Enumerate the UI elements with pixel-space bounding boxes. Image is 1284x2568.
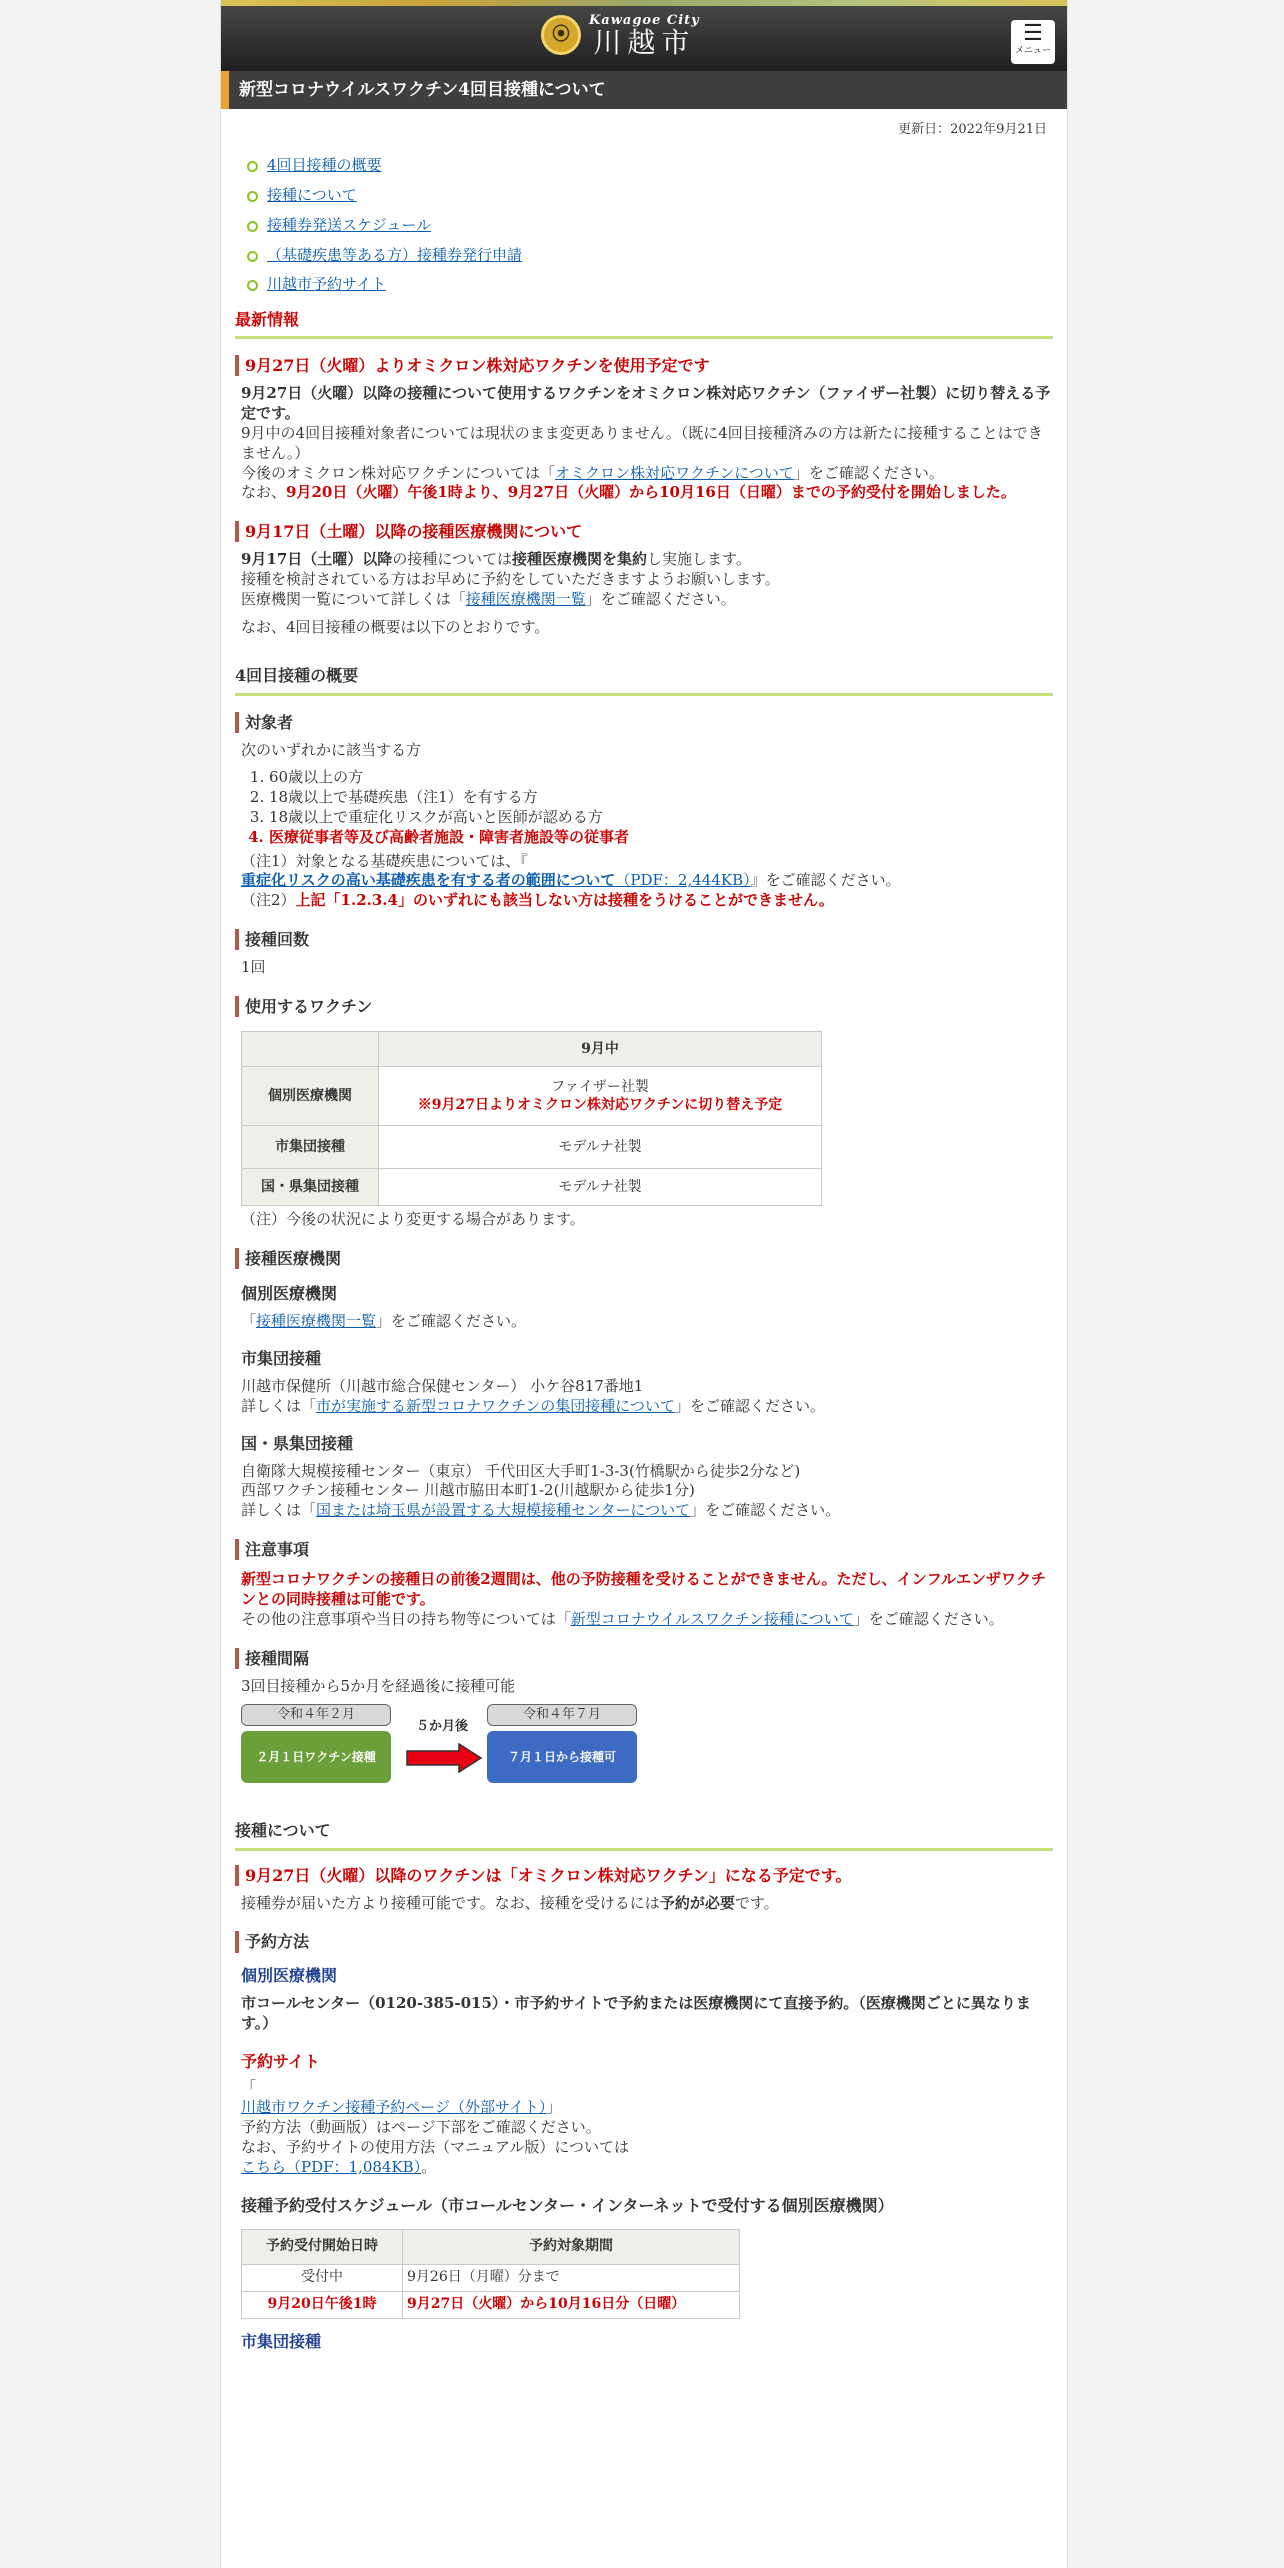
menu-label: メニュー [1014, 46, 1051, 56]
table-row [242, 2291, 740, 2318]
toc-item [247, 186, 1053, 206]
method-title: 予約方法 [235, 1931, 1053, 1952]
target-intro: 次のいずれかに該当する方 [241, 740, 422, 759]
updated-date: 更新日：2022年9月21日 [898, 122, 1047, 137]
right-date-tag: 令和４年７月 [487, 1704, 637, 1726]
city-group-detail: 詳しくは「市が実施する新型コロナワクチンの集団接種について」をご確認ください。 [241, 1396, 825, 1415]
overview-heading: 4回目接種の概要 [235, 665, 1053, 695]
site-header [221, 0, 1067, 71]
individual-clinics-title: 個別医療機関 [241, 1283, 338, 1303]
list-item: 2. 18歳以上で基礎疾患（注1）を有する方 [269, 788, 1053, 808]
row-label: 個別医療機関 [242, 1067, 379, 1126]
reservation-site-line: 川越市ワクチン接種予約ページ（外部サイト）」 [241, 2098, 562, 2117]
interval-title: 接種間隔 [235, 1648, 1053, 1669]
reservation-page-link[interactable]: 川越市ワクチン接種予約ページ（外部サイト） [241, 2098, 547, 2117]
vaccination-info-link[interactable]: 新型コロナウイルスワクチン接種について [570, 1609, 854, 1628]
news2-p2: 接種を検討されている方はお早めに予約をしていただきますようお願いします。 [241, 570, 780, 589]
schedule-title: 接種予約受付スケジュール（市コールセンター・インターネットで受付する個別医療機関） [241, 2196, 894, 2216]
individual-clinics-text: 「接種医療機関一覧」をご確認ください。 [241, 1312, 527, 1331]
table-cell: モデルナ社製 [379, 1126, 822, 1169]
news1-p3: 今後のオミクロン株対応ワクチンについては「オミクロン株対応ワクチンについて」をご確認ください。 [241, 463, 944, 482]
table-cell: ファイザー社製 ※9月27日よりオミクロン株対応ワクチンに切り替え予定 [379, 1067, 822, 1126]
toc-item [247, 246, 1053, 266]
interval-text: 3回目接種から5か月を経過後に接種可能 [241, 1676, 516, 1695]
table-row [242, 1169, 822, 1206]
toc-link-about[interactable]: 接種について [267, 185, 357, 204]
table-cell: 9月26日（月曜）分まで [403, 2264, 740, 2291]
vaccine-table [241, 1031, 822, 1206]
right-arrow-icon [405, 1742, 483, 1774]
underlying-disease-link[interactable]: 重症化リスクの高い基礎疾患を有する者の範囲について [241, 871, 616, 890]
clinic-list-link[interactable]: 接種医療機関一覧 [465, 589, 586, 608]
table-of-contents [235, 156, 1053, 295]
logo-japanese: 川越市 [593, 26, 696, 60]
city-group-reservation-title: 市集団接種 [241, 2331, 322, 2351]
toc-link-schedule[interactable]: 接種券発送スケジュール [267, 215, 432, 234]
reservation-site-quote-open: 「 [241, 2078, 257, 2097]
national-group-title: 国・県集団接種 [241, 1433, 354, 1453]
target-list [235, 768, 1053, 847]
row-label: 国・県集団接種 [242, 1169, 379, 1206]
news1-title: 9月27日（火曜）よりオミクロン株対応ワクチンを使用予定です [235, 355, 1053, 376]
city-group-address: 川越市保健所（川越市総合保健センター） 小ケ谷817番地1 [241, 1376, 644, 1395]
table-header: 予約受付開始日時 [242, 2229, 403, 2264]
national-group-detail: 詳しくは「国または埼玉県が設置する大規模接種センターについて」をご確認ください。 [241, 1501, 841, 1520]
toc-link-overview[interactable]: 4回目接種の概要 [267, 156, 382, 175]
toc-item [247, 216, 1053, 236]
count-value: 1回 [241, 958, 266, 977]
latest-heading: 最新情報 [235, 309, 1053, 339]
page [220, 0, 1068, 2568]
table-cell: モデルナ社製 [379, 1169, 822, 1206]
caution-text: その他の注意事項や当日の持ち物等については「新型コロナウイルスワクチン接種について」をご確認ください。 [241, 1609, 1004, 1628]
method-individual-title: 個別医療機関 [241, 1965, 338, 1985]
toc-link-application[interactable]: （基礎疾患等ある方）接種券発行申請 [267, 245, 523, 264]
clinics-title: 接種医療機関 [235, 1248, 1053, 1269]
page-title: 新型コロナウイルスワクチン4回目接種について [221, 71, 1067, 109]
table-row [242, 1067, 822, 1126]
list-item: 1. 60歳以上の方 [269, 768, 1053, 788]
news2-p4: なお、4回目接種の概要は以下のとおりです。 [241, 617, 550, 636]
toc-link-reservation-site[interactable]: 川越市予約サイト [267, 275, 386, 294]
reservation-manual-note: なお、予約サイトの使用方法（マニュアル版）については [241, 2137, 630, 2156]
table-header: 予約対象期間 [403, 2229, 740, 2264]
news1-p4: なお、9月20日（火曜）午後1時より、9月27日（火曜）から10月16日（日曜）までの予約受付を開始しました。 [241, 483, 1016, 502]
news1-p1: 9月27日（火曜）以降の接種について使用するワクチンをオミクロン株対応ワクチン（ファイザー社製）に切り替える予定です。 [241, 384, 1051, 423]
menu-button[interactable] [1011, 20, 1055, 64]
table-row [242, 2229, 740, 2264]
news2-p1: 9月17日（土曜）以降の接種については接種医療機関を集約し実施します。 [241, 550, 751, 569]
table-row [242, 1126, 822, 1169]
list-item: 4. 医療従事者等及び高齢者施設・障害者施設等の従事者 [269, 828, 1053, 848]
method-individual-text: 市コールセンター（0120-385-015）・市予約サイトで予約または医療機関にて直接予約。（医療機関ごとに異なります。） [241, 1993, 1031, 2032]
about-title: 9月27日（火曜）以降のワクチンは「オミクロン株対応ワクチン」になる予定です。 [235, 1865, 1053, 1886]
vaccine-note: （注）今後の状況により変更する場合があります。 [241, 1210, 585, 1229]
city-group-link[interactable]: 市が実施する新型コロナワクチンの集団接種について [316, 1396, 675, 1415]
national-center-1: 自衛隊大規模接種センター（東京） 千代田区大手町1-3-3(竹橋駅から徒歩2分など) [241, 1461, 801, 1480]
hamburger-icon: ☰ [1023, 21, 1043, 46]
reservation-video-note: 予約方法（動画版）はページ下部をご確認ください。 [241, 2118, 601, 2136]
schedule-table [241, 2229, 740, 2319]
list-item: 3. 18歳以上で重症化リスクが高いと医師が認める方 [269, 808, 1053, 828]
caution-title: 注意事項 [235, 1539, 1053, 1560]
city-emblem-icon: ⦿ [541, 15, 581, 55]
vaccine-title: 使用するワクチン [235, 996, 1053, 1017]
target-note1: （注1）対象となる基礎疾患については、『 重症化リスクの高い基礎疾患を有する者の範囲について（PDF：2,444KB）』をご確認ください。 [241, 851, 901, 890]
logo-english: Kawagoe City [589, 13, 700, 28]
row-label: 市集団接種 [242, 1126, 379, 1169]
clinic-list-link-2[interactable]: 接種医療機関一覧 [256, 1312, 377, 1331]
city-group-title: 市集団接種 [241, 1348, 322, 1368]
table-row [242, 1032, 822, 1067]
table-cell: 9月27日（火曜）から10月16日分（日曜） [403, 2291, 740, 2318]
target-note2: （注2）上記「1.2.3.4」のいずれにも該当しない方は接種をうけることができません。 [241, 891, 834, 910]
table-header: 9月中 [379, 1032, 822, 1067]
national-center-2: 西部ワクチン接種センター 川越市脇田本町1-2(川越駅から徒歩1分) [241, 1481, 695, 1500]
caution-red-text: 新型コロナワクチンの接種日の前後2週間は、他の予防接種を受けることができません。ただし、インフルエンザワクチンとの同時接種は可能です。 [241, 1570, 1046, 1608]
table-cell: 9月20日午後1時 [242, 2291, 403, 2318]
manual-pdf-link[interactable]: こちら（PDF：1,084KB） [241, 2157, 422, 2176]
header-stripe [221, 0, 1067, 6]
target-title: 対象者 [235, 712, 1053, 733]
about-text: 接種券が届いた方より接種可能です。なお、接種を受けるには予約が必要です。 [241, 1893, 779, 1912]
manual-line: こちら（PDF：1,084KB）。 [241, 2157, 437, 2176]
left-date-tag: 令和４年２月 [241, 1704, 391, 1726]
underlying-disease-pdf-link[interactable]: （PDF：2,444KB） [615, 871, 751, 890]
toc-item [247, 156, 1053, 176]
left-step-box: ２月１日ワクチン接種 [241, 1731, 391, 1783]
arrow-label: ５か月後 [415, 1719, 468, 1735]
table-row [242, 2264, 740, 2291]
city-logo[interactable] [541, 12, 700, 60]
large-scale-center-link[interactable]: 国または埼玉県が設置する大規模接種センターについて [316, 1501, 691, 1520]
count-title: 接種回数 [235, 929, 1053, 950]
right-step-box: ７月１日から接種可 [487, 1731, 637, 1783]
interval-diagram [241, 1704, 1053, 1790]
reservation-site-title: 予約サイト [241, 2052, 320, 2072]
about-heading: 接種について [235, 1820, 1053, 1850]
news2-title: 9月17日（土曜）以降の接種医療機関について [235, 521, 1053, 542]
table-cell: 受付中 [242, 2264, 403, 2291]
news2-p3: 医療機関一覧について詳しくは「接種医療機関一覧」をご確認ください。 [241, 589, 736, 608]
omicron-vaccine-link[interactable]: オミクロン株対応ワクチンについて [554, 463, 794, 482]
toc-item [247, 275, 1053, 295]
news1-p2: 9月中の4回目接種対象者については現状のまま変更ありません。（既に4回目接種済みの方は新たに接種することはできません。） [241, 423, 1043, 462]
